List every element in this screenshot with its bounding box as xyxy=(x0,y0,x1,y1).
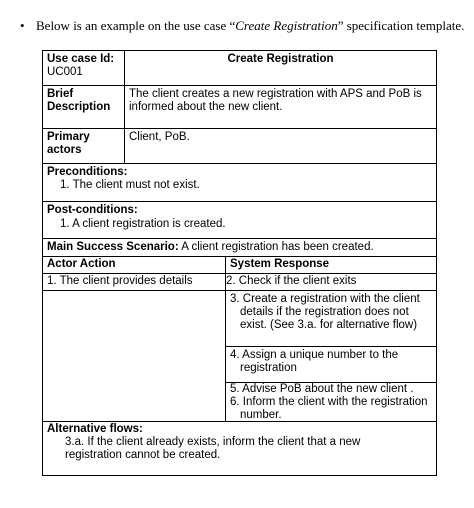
row-divider xyxy=(43,238,436,239)
system-step: 4. Assign a unique number to the registration xyxy=(230,349,399,374)
primary-actors-value: Client, PoB. xyxy=(129,131,190,143)
system-step: 6. Inform the client with the registration number. xyxy=(230,396,428,421)
row-divider xyxy=(43,290,436,291)
bullet-marker: • xyxy=(20,18,25,33)
postconditions-label: Post-conditions: xyxy=(47,204,138,216)
alternative-flow-item: 3.a. If the client already exists, inform the client that a new registration cannot be created. xyxy=(65,436,361,461)
use-case-table xyxy=(42,50,437,476)
row-divider xyxy=(225,346,436,347)
brief-description-value: The client creates a new registration with APS and PoB is informed about the new client. xyxy=(129,88,422,113)
row-divider xyxy=(43,85,436,86)
preconditions-label: Preconditions: xyxy=(47,166,128,178)
intro-sentence xyxy=(20,18,470,34)
row-divider xyxy=(43,163,436,164)
system-step: 3. Create a registration with the client details if the registration does not exist. (See 3.a. for alternative flow) xyxy=(230,293,420,331)
brief-description-label: Brief Description xyxy=(47,88,111,113)
system-step: 2. Check if the client exits xyxy=(226,275,357,287)
actor-step: 1. The client provides details xyxy=(47,275,193,287)
intro-use-case-name: Create Registration xyxy=(235,18,338,33)
main-scenario-value: A client registration has been created. xyxy=(178,241,374,253)
row-divider xyxy=(43,201,436,202)
use-case-id-label: Use case Id: xyxy=(47,53,115,65)
primary-actors-label: Primary actors xyxy=(47,131,90,156)
precondition-item: 1. The client must not exist. xyxy=(60,179,200,191)
use-case-name: Create Registration xyxy=(227,53,334,65)
main-success-scenario xyxy=(43,240,436,255)
system-response-header: System Response xyxy=(230,258,330,270)
row-divider xyxy=(43,128,436,129)
alternative-flows-label: Alternative flows: xyxy=(47,423,143,435)
main-scenario-label: Main Success Scenario: xyxy=(47,241,179,253)
use-case-id-value: UC001 xyxy=(47,66,83,78)
intro-text-end: ” specification template. xyxy=(337,18,465,33)
actor-action-header: Actor Action xyxy=(47,258,116,270)
system-step: 5. Advise PoB about the new client . xyxy=(230,383,414,395)
postcondition-item: 1. A client registration is created. xyxy=(60,218,226,230)
intro-text-start: Below is an example on the use case “ xyxy=(36,18,236,33)
